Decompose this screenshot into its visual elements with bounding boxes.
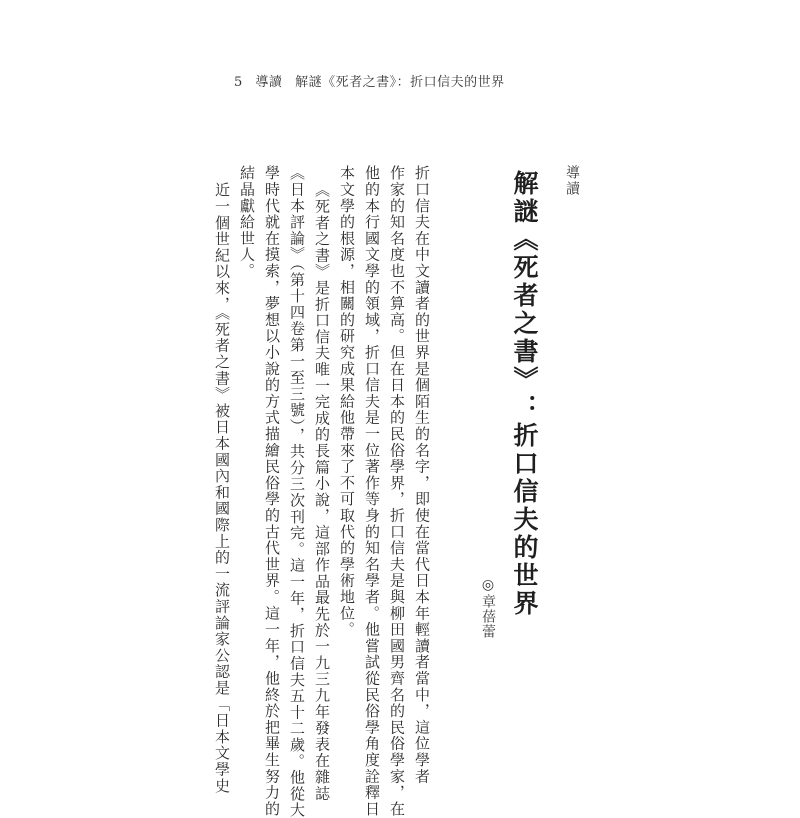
body-column-8: 結晶獻給世人。 (238, 165, 256, 280)
body-column-1: 折口信夫在中文讀者的世界是個陌生的名字，即使在當代日本年輕讀者當中，這位學者 (413, 165, 431, 785)
article-label: 導讀 (564, 165, 580, 197)
article-author: ◎章蓓蕾 (480, 577, 496, 639)
running-head-title: 解謎《死者之書》：折口信夫的世界 (295, 75, 505, 90)
article-title: 解謎《死者之書》：折口信夫的世界 (510, 170, 539, 618)
running-head-section: 導讀 (255, 75, 283, 90)
body-column-3: 他的本行國文學的領域，折口信夫是一位著作等身的知名學者。他嘗試從民俗學角度詮釋日 (363, 165, 381, 817)
running-head (234, 71, 513, 90)
body-column-6: 《日本評論》（第十四卷第一至三號），共分三次刊完。這一年，折口信夫五十二歲。他從大 (288, 165, 306, 818)
page-number: 5 (234, 75, 243, 90)
body-column-4: 本文學的根源，相關的研究成果給他帶來了不可取代的學術地位。 (338, 165, 356, 638)
body-column-7: 學時代就在摸索，夢想以小說的方式描繪民俗學的古代世界。這一年，他終於把畢生努力的 (263, 165, 281, 817)
body-column-5: 《死者之書》是折口信夫唯一完成的長篇小說，這部作品最先於一九三九年發表在雜誌 (313, 182, 331, 802)
body-column-2: 作家的知名度也不算高。但在日本的民俗學界，折口信夫是與柳田國男齊名的民俗學家，在 (388, 165, 406, 817)
body-column-9: 近一個世紀以來，《死者之書》被日本國內和國際上的一流評論家公認是「日本文學史 (213, 182, 231, 794)
